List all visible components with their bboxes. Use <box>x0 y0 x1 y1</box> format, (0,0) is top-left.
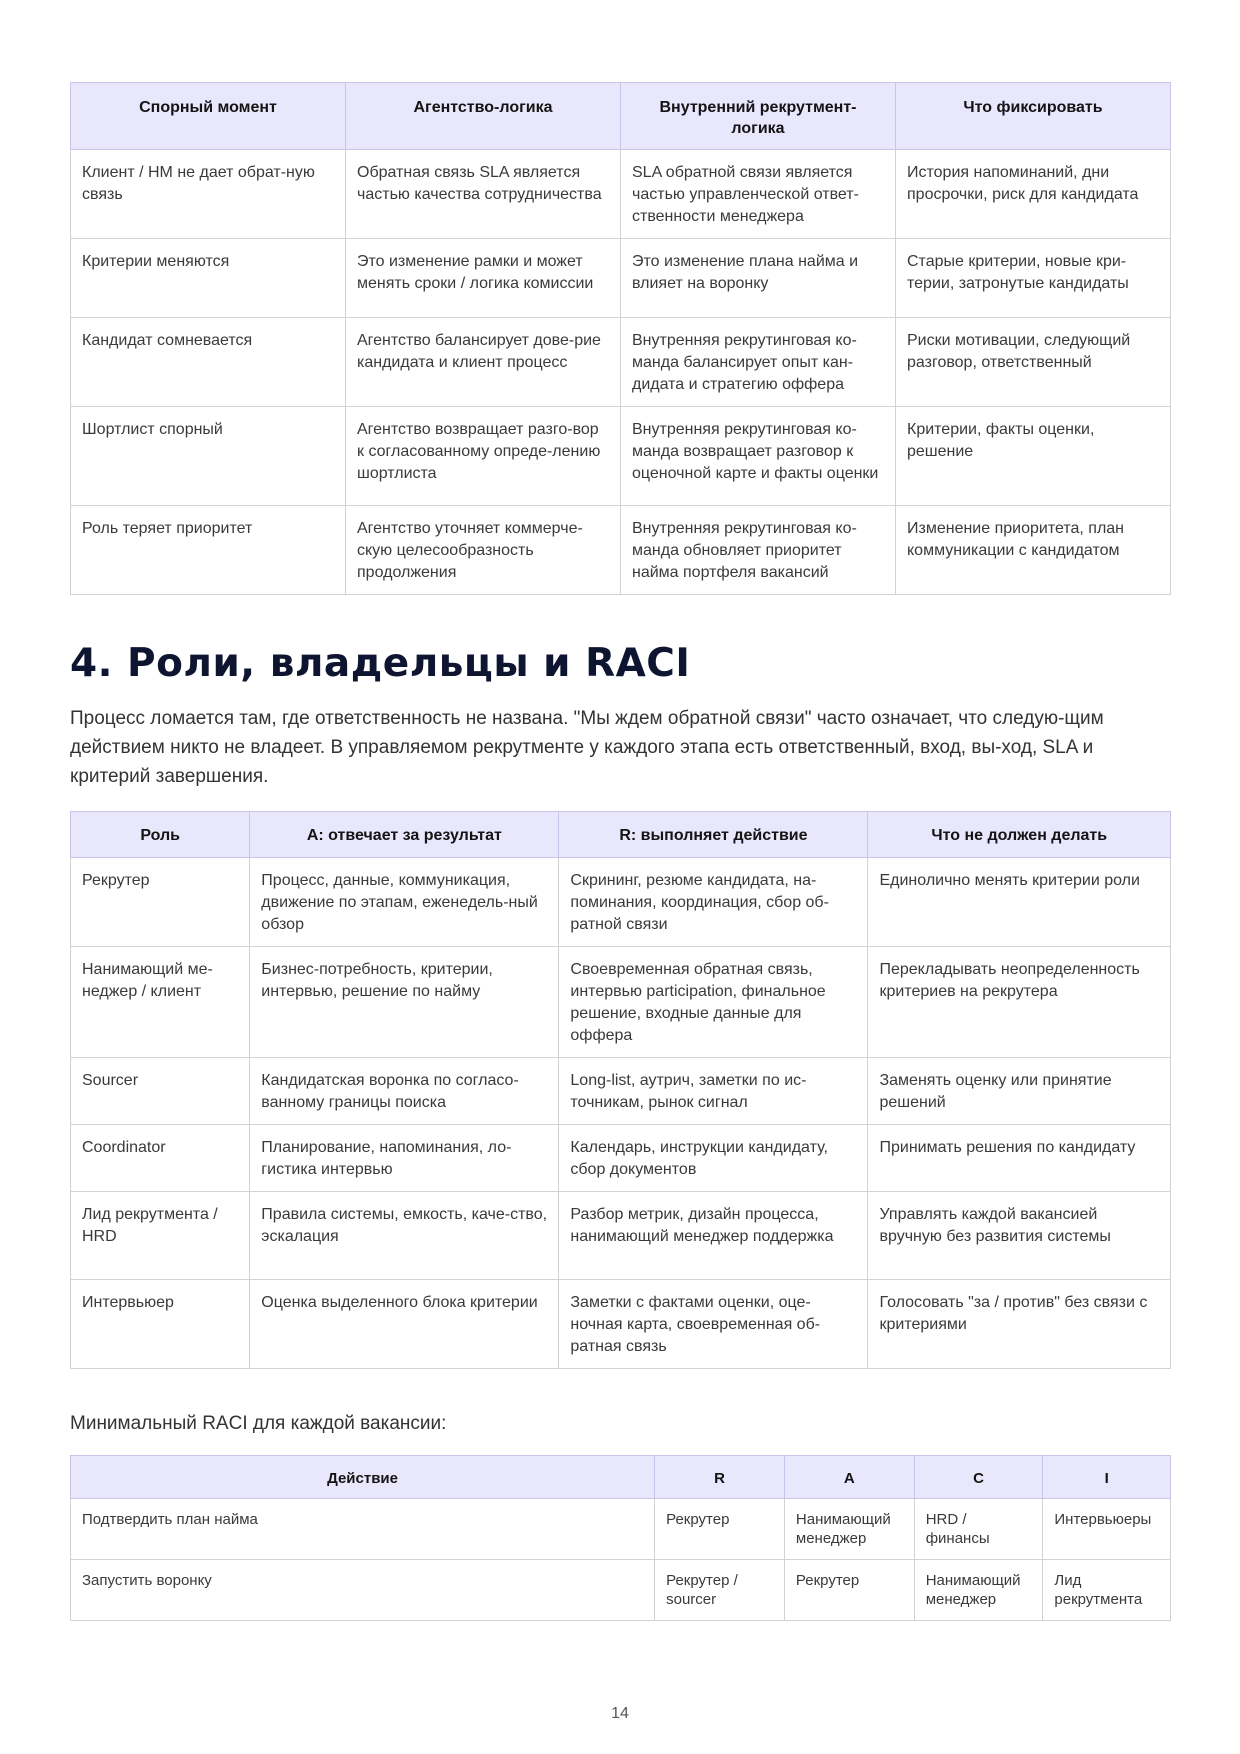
table-row <box>71 318 1171 407</box>
section-heading: 4. Роли, владельцы и RACI <box>70 641 691 686</box>
table-cell: Рекрутер <box>655 1499 785 1560</box>
table-cell: Заметки с фактами оценки, оце-ночная карта, своевременная об-ратная связь <box>559 1280 868 1369</box>
table-cell: Голосовать "за / против" без связи с критериями <box>868 1280 1171 1369</box>
table-cell: Внутренняя рекрутинговая ко-манда возвращает разговор к оценочной карте и факты оценки <box>621 407 896 506</box>
table-cell: Это изменение плана найма и влияет на воронку <box>621 239 896 318</box>
page-content <box>70 82 1171 1621</box>
column-header: I <box>1043 1456 1171 1499</box>
column-header: Действие <box>71 1456 655 1499</box>
table-header-row <box>71 1456 1171 1499</box>
column-header: Спорный момент <box>71 83 346 150</box>
raci-label: Минимальный RACI для каждой вакансии: <box>70 1413 447 1434</box>
roles-table <box>70 811 1171 1369</box>
table-cell: Управлять каждой вакансией вручную без развития системы <box>868 1192 1171 1280</box>
table-cell: Нанимающий менеджер <box>784 1499 914 1560</box>
table-cell: Принимать решения по кандидату <box>868 1125 1171 1192</box>
table-cell: Рекрутер <box>784 1560 914 1621</box>
column-header: Роль <box>71 812 250 858</box>
table-cell: Разбор метрик, дизайн процесса, нанимающий менеджер поддержка <box>559 1192 868 1280</box>
table-cell: Роль теряет приоритет <box>71 506 346 595</box>
table-cell: Лид рекрутмента / HRD <box>71 1192 250 1280</box>
column-header: Что не должен делать <box>868 812 1171 858</box>
table-cell: Календарь, инструкции кандидату, сбор документов <box>559 1125 868 1192</box>
table-row <box>71 1192 1171 1280</box>
table-header-row <box>71 812 1171 858</box>
table-cell: Своевременная обратная связь, интервью participation, финальное решение, входные данные для оффера <box>559 947 868 1058</box>
section-intro: Процесс ломается там, где ответственность не названа. "Мы ждем обратной связи" часто означает, что следую-щим действием никто не владеет. В управляемом рекрутменте у каждого этапа есть ответственный, вход, вы-ход, SLA и критерий завершения. <box>70 708 1104 787</box>
column-header: A <box>784 1456 914 1499</box>
table-cell: HRD / финансы <box>914 1499 1043 1560</box>
table-cell: Скрининг, резюме кандидата, на-поминания, координация, сбор об-ратной связи <box>559 858 868 947</box>
table-cell: Внутренняя рекрутинговая ко-манда балансирует опыт кан-дидата и стратегию оффера <box>621 318 896 407</box>
table-cell: Клиент / HM не дает обрат-ную связь <box>71 150 346 239</box>
column-header: Внутренний рекрутмент-логика <box>621 83 896 150</box>
column-header: R: выполняет действие <box>559 812 868 858</box>
column-header: A: отвечает за результат <box>250 812 559 858</box>
table-cell: Sourcer <box>71 1058 250 1125</box>
table-cell: Интервьюеры <box>1043 1499 1171 1560</box>
column-header: Агентство-логика <box>346 83 621 150</box>
table-header-row <box>71 83 1171 150</box>
column-header: R <box>655 1456 785 1499</box>
table-cell: История напоминаний, дни просрочки, риск для кандидата <box>896 150 1171 239</box>
table-row <box>71 947 1171 1058</box>
table-row <box>71 1058 1171 1125</box>
table-cell: Нанимающий менеджер <box>914 1560 1043 1621</box>
table-cell: Перекладывать неопределенность критериев на рекрутера <box>868 947 1171 1058</box>
table-cell: Шортлист спорный <box>71 407 346 506</box>
table-row <box>71 858 1171 947</box>
table-cell: Подтвердить план найма <box>71 1499 655 1560</box>
table-cell: Заменять оценку или принятие решений <box>868 1058 1171 1125</box>
table-cell: Интервьюер <box>71 1280 250 1369</box>
table-cell: Оценка выделенного блока критерии <box>250 1280 559 1369</box>
table-cell: Бизнес-потребность, критерии, интервью, решение по найму <box>250 947 559 1058</box>
table-cell: Планирование, напоминания, ло-гистика интервью <box>250 1125 559 1192</box>
table-row <box>71 1280 1171 1369</box>
table-cell: Нанимающий ме-неджер / клиент <box>71 947 250 1058</box>
column-header: C <box>914 1456 1043 1499</box>
table-row <box>71 1499 1171 1560</box>
disputes-table <box>70 82 1171 595</box>
table-cell: SLA обратной связи является частью управленческой ответ-ственности менеджера <box>621 150 896 239</box>
table-cell: Кандидатская воронка по согласо-ванному границы поиска <box>250 1058 559 1125</box>
table-row <box>71 1125 1171 1192</box>
page-number: 14 <box>611 1705 629 1722</box>
table-cell: Рекрутер / sourcer <box>655 1560 785 1621</box>
table-cell: Единолично менять критерии роли <box>868 858 1171 947</box>
table-cell: Обратная связь SLA является частью качества сотрудничества <box>346 150 621 239</box>
table-row <box>71 506 1171 595</box>
table-cell: Риски мотивации, следующий разговор, ответственный <box>896 318 1171 407</box>
table-cell: Агентство возвращает разго-вор к согласованному опреде-лению шортлиста <box>346 407 621 506</box>
table-cell: Агентство балансирует дове-рие кандидата и клиент процесс <box>346 318 621 407</box>
table-cell: Кандидат сомневается <box>71 318 346 407</box>
table-cell: Лид рекрутмента <box>1043 1560 1171 1621</box>
raci-table <box>70 1455 1171 1621</box>
table-cell: Рекрутер <box>71 858 250 947</box>
table-row <box>71 239 1171 318</box>
table-row <box>71 150 1171 239</box>
table-cell: Старые критерии, новые кри-терии, затронутые кандидаты <box>896 239 1171 318</box>
table-cell: Long-list, аутрич, заметки по ис-точникам, рынок сигнал <box>559 1058 868 1125</box>
table-cell: Запустить воронку <box>71 1560 655 1621</box>
table-cell: Правила системы, емкость, каче-ство, эскалация <box>250 1192 559 1280</box>
table-cell: Критерии меняются <box>71 239 346 318</box>
table-cell: Coordinator <box>71 1125 250 1192</box>
column-header: Что фиксировать <box>896 83 1171 150</box>
table-cell: Изменение приоритета, план коммуникации с кандидатом <box>896 506 1171 595</box>
table-cell: Процесс, данные, коммуникация, движение по этапам, еженедель-ный обзор <box>250 858 559 947</box>
table-cell: Внутренняя рекрутинговая ко-манда обновляет приоритет найма портфеля вакансий <box>621 506 896 595</box>
table-cell: Это изменение рамки и может менять сроки / логика комиссии <box>346 239 621 318</box>
table-cell: Агентство уточняет коммерче-скую целесообразность продолжения <box>346 506 621 595</box>
table-row <box>71 1560 1171 1621</box>
table-cell: Критерии, факты оценки, решение <box>896 407 1171 506</box>
table-row <box>71 407 1171 506</box>
